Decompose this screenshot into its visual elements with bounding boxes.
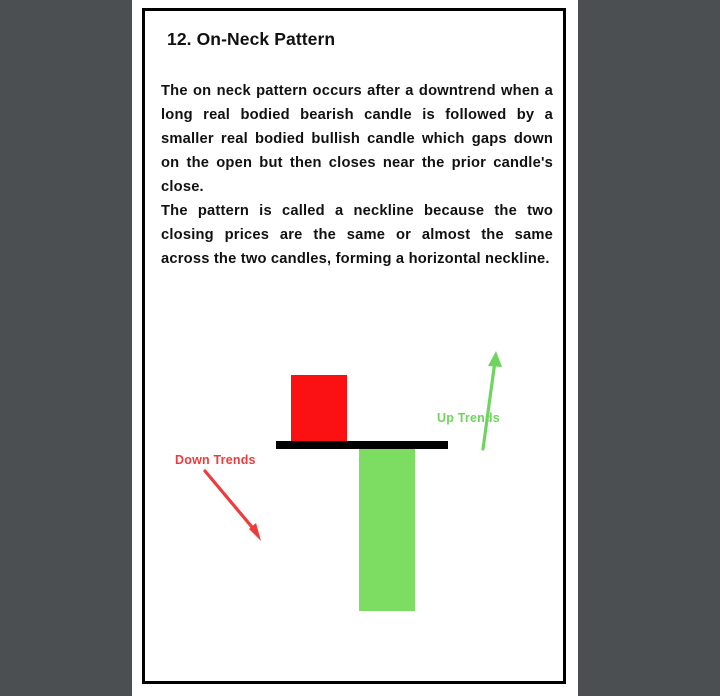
on-neck-pattern-diagram	[145, 311, 563, 681]
trend-arrows	[145, 311, 563, 681]
page-card	[132, 0, 578, 696]
description-text	[161, 79, 553, 271]
page-background-right	[578, 0, 720, 696]
down-trends-label: Down Trends	[175, 453, 256, 467]
up-trends-label: Up Trends	[437, 411, 500, 425]
page-background-left	[0, 0, 132, 696]
page-title: 12. On-Neck Pattern	[167, 29, 336, 49]
content-sheet	[142, 8, 566, 684]
paragraph-1: The on neck pattern occurs after a downtrend when a long real bodied bearish candle is followed by a smaller real bodied bullish candle which gaps down on the open but then closes near the prior candle's close.	[161, 83, 553, 195]
down-arrow-icon	[205, 471, 261, 541]
up-arrow-icon	[483, 351, 502, 449]
paragraph-2: The pattern is called a neckline because the two closing prices are the same or almost the same across the two candles, forming a horizontal neckline.	[161, 203, 553, 267]
